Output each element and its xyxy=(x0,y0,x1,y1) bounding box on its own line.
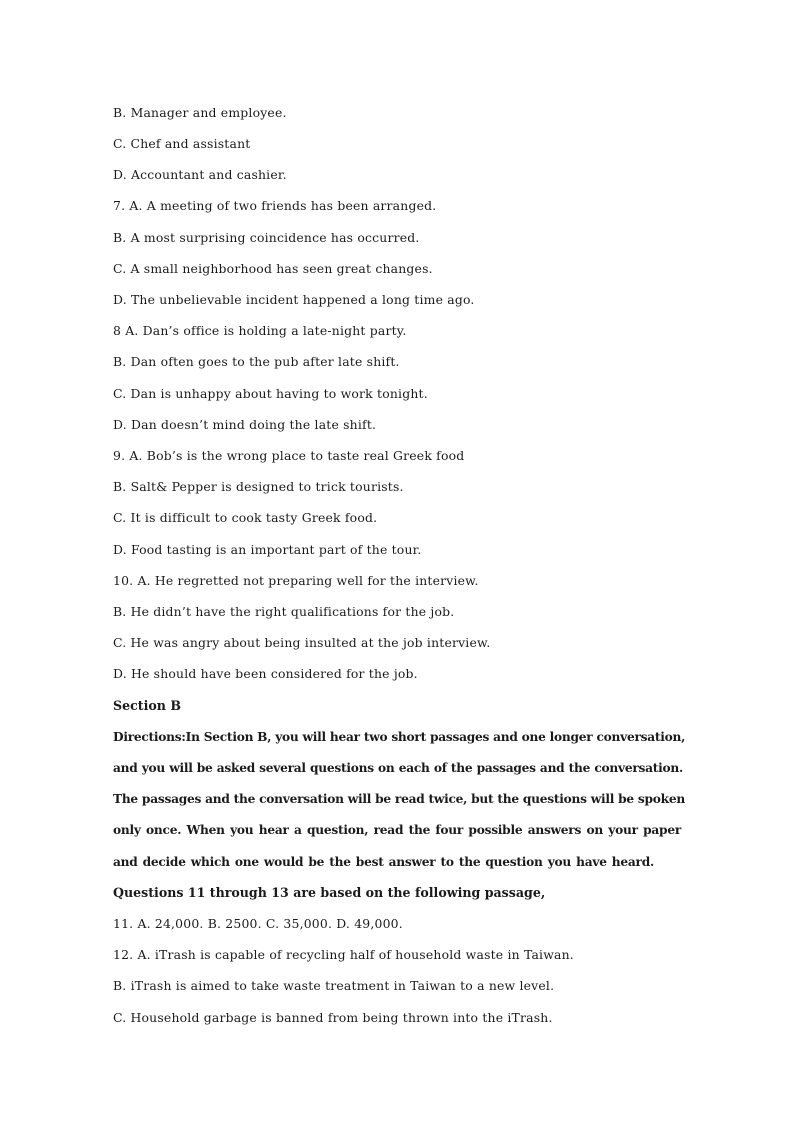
option-12c: C. Household garbage is banned from being thrown into the iTrash. xyxy=(113,1010,553,1025)
directions-line-5: and decide which one would be the best answer to the question you have heard. xyxy=(113,855,654,869)
option-7d: D. The unbelievable incident happened a long time ago. xyxy=(113,292,475,307)
question-12-option-a: 12. A. iTrash is capable of recycling half of household waste in Taiwan. xyxy=(113,947,574,962)
option-6c: C. Chef and assistant xyxy=(113,136,251,151)
questions-intro: Questions 11 through 13 are based on the following passage, xyxy=(113,885,546,900)
option-8d: D. Dan doesn’t mind doing the late shift. xyxy=(113,417,377,432)
option-10c: C. He was angry about being insulted at the job interview. xyxy=(113,635,491,650)
question-9-option-a: 9. A. Bob’s is the wrong place to taste real Greek food xyxy=(113,448,465,463)
option-9d: D. Food tasting is an important part of the tour. xyxy=(113,542,422,557)
directions-line-2: and you will be asked several questions on each of the passages and the conversation. xyxy=(113,761,683,775)
option-12b: B. iTrash is aimed to take waste treatment in Taiwan to a new level. xyxy=(113,978,555,993)
option-9c: C. It is difficult to cook tasty Greek food. xyxy=(113,510,378,525)
option-8c: C. Dan is unhappy about having to work tonight. xyxy=(113,386,428,401)
option-7c: C. A small neighborhood has seen great changes. xyxy=(113,261,433,276)
directions-line-4: only once. When you hear a question, read the four possible answers on your paper xyxy=(113,823,681,837)
option-6d: D. Accountant and cashier. xyxy=(113,167,287,182)
option-6b: B. Manager and employee. xyxy=(113,105,287,120)
option-9b: B. Salt& Pepper is designed to trick tourists. xyxy=(113,479,404,494)
question-8-option-a: 8 A. Dan’s office is holding a late-night party. xyxy=(113,323,407,338)
option-10b: B. He didn’t have the right qualifications for the job. xyxy=(113,604,455,619)
question-11: 11. A. 24,000. B. 2500. C. 35,000. D. 49,000. xyxy=(113,916,403,931)
question-7-option-a: 7. A. A meeting of two friends has been arranged. xyxy=(113,198,437,213)
option-8b: B. Dan often goes to the pub after late shift. xyxy=(113,354,400,369)
question-10-option-a: 10. A. He regretted not preparing well for the interview. xyxy=(113,573,479,588)
section-heading: Section B xyxy=(113,698,181,713)
directions-line-3: The passages and the conversation will be read twice, but the questions will be spoken xyxy=(113,792,685,806)
option-7b: B. A most surprising coincidence has occurred. xyxy=(113,230,420,245)
option-10d: D. He should have been considered for the job. xyxy=(113,666,418,681)
directions-line-1: Directions:In Section B, you will hear two short passages and one longer conversation, xyxy=(113,730,686,744)
